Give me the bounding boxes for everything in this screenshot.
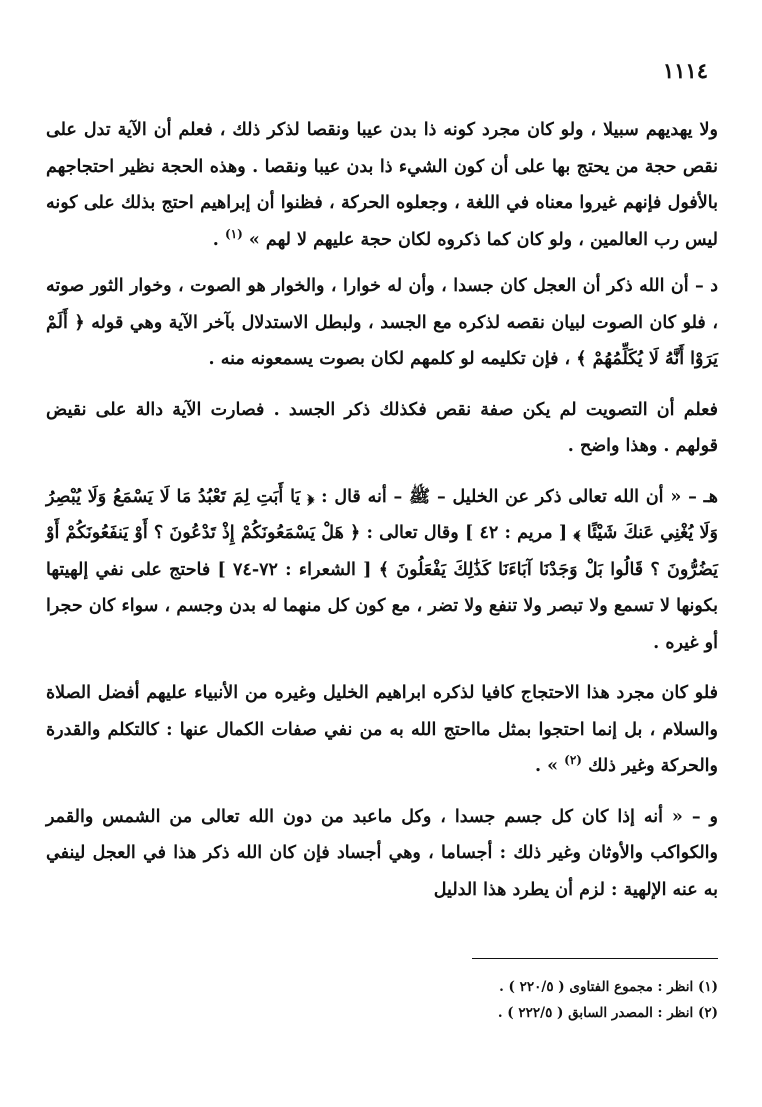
- paragraph: [46, 799, 718, 909]
- paragraph-text: ولا يهديهم سبيلا ، ولو كان مجرد كونه ذا بدن عيبا ونقصا لذكر ذلك ، فعلم أن الآية تدل على نقص حجة من يحتج بها على أن كون الشيء ذا بدن عيبا ونقصا . وهذه الحجة نظير احتجاجهم بالأفول فإنهم غيروا معناه في اللغة ، وجعلوه الحركة ، فظنوا أن إبراهيم احتج بذلك على كونه ليس رب العالمين ، ولو كان كما ذكروه لكان حجة عليهم لا لهم »: [46, 120, 718, 250]
- footnote: (٢) انظر : المصدر السابق ( ٢٢٢/٥ ) .: [497, 1005, 718, 1021]
- main-text: [46, 112, 718, 922]
- footnote: (١) انظر : مجموع الفتاوى ( ٢٢٠/٥ ) .: [499, 979, 718, 995]
- paragraph: [46, 479, 718, 662]
- page-number: ١١١٤: [662, 58, 708, 83]
- paragraph-ending: .: [212, 229, 225, 250]
- paragraph: [46, 112, 718, 258]
- paragraph-text: فعلم أن التصويت لم يكن صفة نقص فكذلك ذكر الجسد . فصارت الآية دالة على نقيض قولهم . وهذا واضح .: [46, 399, 718, 456]
- footnote-reference: (١): [224, 226, 243, 241]
- paragraph-text: هـ – « أن الله تعالى ذكر عن الخليل – ﷺ – أنه قال : ﴿ يَا أَبَتِ لِمَ تَعْبُدُ مَا لَا يَسْمَعُ وَلَا يُبْصِرُ وَلَا يُغْنِي عَنكَ شَيْئًا ﴾ [ مريم : ٤٢ ] وقال تعالى : ﴿ هَلْ يَسْمَعُونَكُمْ إِذْ تَدْعُونَ ؟ أَوْ يَنفَعُونَكُمْ أَوْ يَضُرُّونَ ؟ قَالُوا بَلْ وَجَدْنَا آبَاءَنَا كَذَٰلِكَ يَفْعَلُونَ ﴾ [ الشعراء : ٧٢-٧٤ ] فاحتج على نفي إلهيتها بكونها لا تسمع ولا تبصر ولا تنفع ولا تضر ، مع كون كل منهما له بدن وجسم ، سواء كان حجرا أو غيره .: [46, 486, 718, 653]
- paragraph-text: و – « أنه إذا كان كل جسم جسدا ، وكل ماعبد من دون الله تعالى من الشمس والقمر والكواكب والأوثان وغير ذلك : أجساما ، وهي أجساد فإن كان الله ذكر هذا في العجل لينفي به عنه الإلهية : لزم أن يطرد هذا الدليل: [46, 806, 718, 900]
- paragraph: [46, 675, 718, 785]
- paragraph-text: د – أن الله ذكر أن العجل كان جسدا ، وأن له خوارا ، والخوار هو الصوت ، وخوار الثور صوته ، فلو كان الصوت لبيان نقصه لذكره مع الجسد ، ولبطل الاستدلال بآخر الآية وهي قوله ﴿ أَلَمْ يَرَوْا أَنَّهُ لَا يُكَلِّمُهُمْ ﴾ ، فإن تكليمه لو كلمهم لكان بصوت يسمعونه منه .: [46, 276, 718, 369]
- paragraph-ending: » .: [534, 756, 565, 776]
- paragraph: [46, 268, 718, 378]
- footnote-reference: (٢): [564, 753, 582, 768]
- paragraph-text: فلو كان مجرد هذا الاحتجاج كافيا لذكره ابراهيم الخليل وغيره من الأنبياء عليهم أفضل الصلاة والسلام ، بل إنما احتجوا بمثل مااحتج الله به من نفي صفات الكمال عنها : كالتكلم والقدرة والحركة وغير ذلك: [46, 683, 718, 776]
- footnotes: [300, 974, 718, 1026]
- paragraph: [46, 392, 718, 465]
- footnote-separator: [472, 958, 718, 959]
